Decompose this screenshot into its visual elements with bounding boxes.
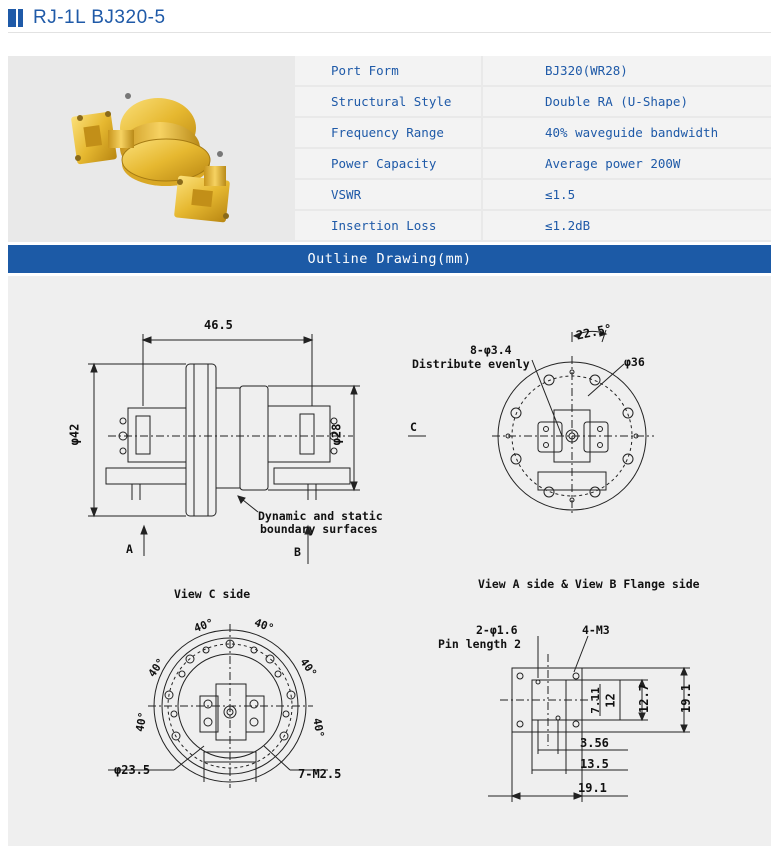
outline-drawing-heading: Outline Drawing(mm)	[8, 245, 771, 273]
dim-12: 12	[603, 693, 618, 708]
spec-row	[295, 149, 771, 178]
holes-label-line1: 8-φ3.4	[470, 343, 512, 357]
bolt-circle-label: φ23.5	[114, 763, 151, 777]
dim-191-horizontal: 19.1	[578, 781, 607, 795]
spec-row	[295, 211, 771, 240]
angle-label: 22.5°	[574, 321, 614, 343]
port-threads-label: 4-M3	[582, 623, 610, 637]
dim-356: 3.56	[580, 736, 609, 750]
flange-diameter-dimension: φ42	[67, 423, 82, 446]
angle-label-5: 40°	[133, 710, 150, 733]
arrow-a-label: A	[126, 542, 133, 556]
length-dimension: 46.5	[204, 318, 233, 332]
spec-value: 40% waveguide bandwidth	[483, 118, 771, 147]
title-divider	[8, 32, 771, 33]
dim-127: 12.7	[636, 684, 651, 713]
angle-label-3: 40°	[297, 655, 320, 680]
dim-711: 7.11	[588, 687, 602, 714]
spec-label: Power Capacity	[295, 149, 481, 178]
holes-label-line2: Distribute evenly	[412, 357, 530, 371]
arrow-b-label: B	[294, 545, 301, 559]
spec-label: VSWR	[295, 180, 481, 209]
outline-drawing	[8, 276, 771, 846]
technical-drawing-icon	[8, 276, 771, 846]
boundary-note-line1: Dynamic and static	[258, 509, 383, 523]
spec-section	[8, 56, 771, 242]
dim-191-vertical: 19.1	[678, 684, 693, 713]
spec-row	[295, 180, 771, 209]
spec-label: Port Form	[295, 56, 481, 85]
spec-row	[295, 56, 771, 85]
pins-label-line1: 2-φ1.6	[476, 623, 518, 637]
c-view-caption: View C side	[174, 587, 251, 601]
spec-row	[295, 118, 771, 147]
spec-value: Average power 200W	[483, 149, 771, 178]
page-title: RJ-1L BJ320-5	[33, 7, 166, 28]
angle-label-4: 40°	[145, 655, 168, 680]
spec-value: ≤1.5	[483, 180, 771, 209]
title-bar	[8, 8, 166, 28]
flange-view-caption: View A side & View B Flange side	[478, 577, 700, 591]
spec-table	[295, 56, 771, 242]
spec-label: Insertion Loss	[295, 211, 481, 240]
angle-label-1: 40°	[192, 616, 216, 636]
spec-value: Double RA (U-Shape)	[483, 87, 771, 116]
body-diameter-dimension: φ28	[329, 423, 344, 446]
threads-label: 7-M2.5	[298, 767, 342, 781]
arrow-c-label: C	[410, 420, 417, 434]
spec-value: BJ320(WR28)	[483, 56, 771, 85]
angle-label-2: 40°	[252, 616, 276, 636]
outer-diameter-label: φ36	[624, 355, 645, 369]
spec-label: Structural Style	[295, 87, 481, 116]
dim-135: 13.5	[580, 757, 609, 771]
title-bars-icon	[8, 9, 23, 27]
rotary-joint-photo-icon	[8, 56, 293, 242]
spec-row	[295, 87, 771, 116]
angle-label-6: 40°	[310, 716, 327, 739]
port-view-drawing	[488, 636, 690, 802]
boundary-note-line2: boundary surfaces	[260, 522, 378, 536]
spec-value: ≤1.2dB	[483, 211, 771, 240]
pins-label-line2: Pin length 2	[438, 637, 522, 651]
spec-label: Frequency Range	[295, 118, 481, 147]
product-photo	[8, 56, 293, 242]
